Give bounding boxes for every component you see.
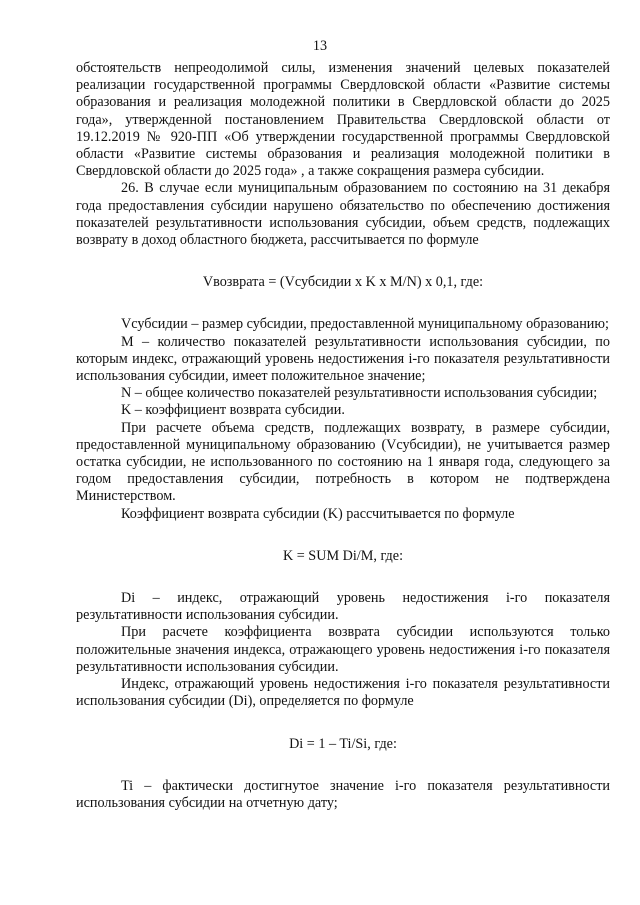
paragraph: При расчете объема средств, подлежащих возврату, в размере субсидии, предоставленной муниципальному образованию (Vсубсидии), не учитывается размер остатка субсидии, не использованного по состоянию на 1 января года, следующего за годом предоставления субсидии, потребность в котором не подтверждена Министерством.	[76, 419, 610, 505]
paragraph: обстоятельств непреодолимой силы, изменения значений целевых показателей реализации государственной программы Свердловской области «Развитие системы образования и реализация молодежной политики в Свердловской области до 2025 года», утвержденной постановлением Правительства Свердловской области от 19.12.2019 № 920-ПП «Об утверждении государственной программы Свердловской области «Развитие системы образования и реализация молодежной политики в Свердловской области до 2025 года» , а также сокращения размера субсидии.	[76, 60, 610, 180]
spacer	[76, 711, 610, 736]
document-body	[76, 60, 610, 812]
definition-k: K – коэффициент возврата субсидии.	[121, 402, 345, 419]
spacer	[76, 565, 610, 590]
definition-n: N – общее количество показателей результативности использования субсидии;	[121, 385, 598, 402]
spacer	[76, 249, 610, 274]
formula-return-amount: Vвозврата = (Vсубсидии x K x M/N) x 0,1, где:	[202, 274, 484, 291]
definition-di: Di – индекс, отражающий уровень недостижения i-го показателя результативности использования субсидии.	[76, 590, 610, 624]
definition-v-subsidy: Vсубсидии – размер субсидии, предоставленной муниципальному образованию;	[121, 316, 609, 333]
spacer	[76, 753, 610, 778]
paragraph: Индекс, отражающий уровень недостижения i-го показателя результативности использования субсидии (Di), определяется по формуле	[76, 676, 610, 710]
formula-return-coefficient: K = SUM Di/M, где:	[282, 547, 404, 564]
paragraph: Коэффициент возврата субсидии (K) рассчитывается по формуле	[121, 505, 515, 522]
paragraph: При расчете коэффициента возврата субсидии используются только положительные значения индекса, отражающего уровень недостижения i-го показателя результативности использования субсидии.	[76, 624, 610, 675]
definition-ti: Ti – фактически достигнутое значение i-го показателя результативности использования субсидии на отчетную дату;	[76, 777, 610, 811]
paragraph-clause-26: 26. В случае если муниципальным образованием по состоянию на 31 декабря года предоставления субсидии нарушено обязательство по обеспечению достижения показателей результативности использования субсидии, объем средств, подлежащих возврату в доход областного бюджета, рассчитывается по формуле	[76, 180, 610, 249]
definition-m: M – количество показателей результативности использования субсидии, по которым индекс, отражающий уровень недостижения i-го показателя результативности использования субсидии, имеет положительное значение;	[76, 333, 610, 385]
spacer	[76, 523, 610, 548]
spacer	[76, 291, 610, 316]
page-number: 13	[312, 38, 328, 54]
formula-index: Di = 1 – Ti/Si, где:	[289, 735, 397, 752]
